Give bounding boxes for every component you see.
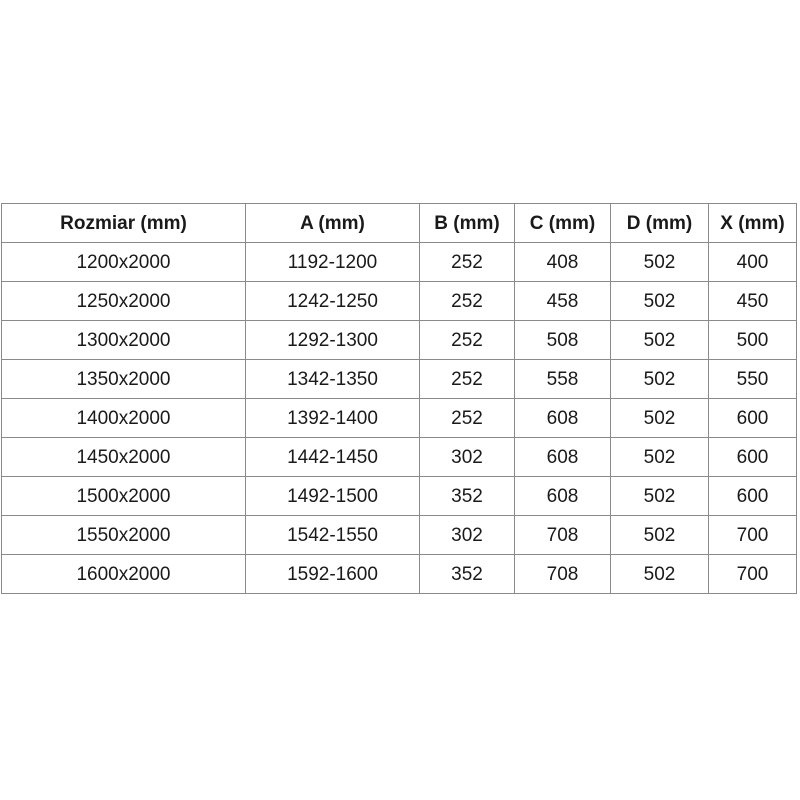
table-cell: 352: [420, 477, 515, 516]
table-cell: 502: [611, 555, 709, 594]
table-cell: 1192-1200: [246, 243, 420, 282]
table-cell: 502: [611, 321, 709, 360]
table-row: [2, 399, 797, 438]
table-cell: 252: [420, 282, 515, 321]
table-cell: 252: [420, 360, 515, 399]
table-cell: 400: [709, 243, 797, 282]
table-cell: 502: [611, 282, 709, 321]
table-cell: 302: [420, 438, 515, 477]
table-row: [2, 555, 797, 594]
table-cell: 1342-1350: [246, 360, 420, 399]
table-cell: 502: [611, 516, 709, 555]
table-cell: 558: [515, 360, 611, 399]
table-row: [2, 477, 797, 516]
table-cell: 1350x2000: [2, 360, 246, 399]
table-cell: 1442-1450: [246, 438, 420, 477]
table-cell: 608: [515, 477, 611, 516]
table-cell: 550: [709, 360, 797, 399]
table-cell: 1550x2000: [2, 516, 246, 555]
table-row: [2, 243, 797, 282]
header-cell-x: X (mm): [709, 204, 797, 243]
table-cell: 502: [611, 399, 709, 438]
table-cell: 700: [709, 516, 797, 555]
table-cell: 500: [709, 321, 797, 360]
table-cell: 1200x2000: [2, 243, 246, 282]
header-cell-c: C (mm): [515, 204, 611, 243]
table-row: [2, 360, 797, 399]
header-cell-a: A (mm): [246, 204, 420, 243]
size-spec-table: [1, 203, 797, 594]
table-cell: 608: [515, 438, 611, 477]
table-cell: 302: [420, 516, 515, 555]
table-cell: 502: [611, 360, 709, 399]
table-cell: 1592-1600: [246, 555, 420, 594]
table-cell: 252: [420, 321, 515, 360]
table-cell: 502: [611, 477, 709, 516]
table-cell: 1242-1250: [246, 282, 420, 321]
table-cell: 252: [420, 399, 515, 438]
table-cell: 708: [515, 555, 611, 594]
table-cell: 450: [709, 282, 797, 321]
table-cell: 502: [611, 438, 709, 477]
table-row: [2, 438, 797, 477]
table-cell: 1292-1300: [246, 321, 420, 360]
table-cell: 708: [515, 516, 611, 555]
table-cell: 458: [515, 282, 611, 321]
table-cell: 1392-1400: [246, 399, 420, 438]
table-cell: 600: [709, 477, 797, 516]
table-row: [2, 282, 797, 321]
table-cell: 600: [709, 399, 797, 438]
table-cell: 1600x2000: [2, 555, 246, 594]
table-cell: 1492-1500: [246, 477, 420, 516]
table-cell: 1450x2000: [2, 438, 246, 477]
table-cell: 600: [709, 438, 797, 477]
table-row: [2, 516, 797, 555]
table-cell: 700: [709, 555, 797, 594]
header-cell-b: B (mm): [420, 204, 515, 243]
table-header-row: [2, 204, 797, 243]
table-cell: 1400x2000: [2, 399, 246, 438]
table-cell: 1542-1550: [246, 516, 420, 555]
table-cell: 252: [420, 243, 515, 282]
table-cell: 502: [611, 243, 709, 282]
table-cell: 508: [515, 321, 611, 360]
header-cell-rozmiar: Rozmiar (mm): [2, 204, 246, 243]
table-cell: 1250x2000: [2, 282, 246, 321]
table-cell: 408: [515, 243, 611, 282]
table-cell: 352: [420, 555, 515, 594]
table-cell: 1300x2000: [2, 321, 246, 360]
table-cell: 1500x2000: [2, 477, 246, 516]
table-cell: 608: [515, 399, 611, 438]
table-row: [2, 321, 797, 360]
header-cell-d: D (mm): [611, 204, 709, 243]
